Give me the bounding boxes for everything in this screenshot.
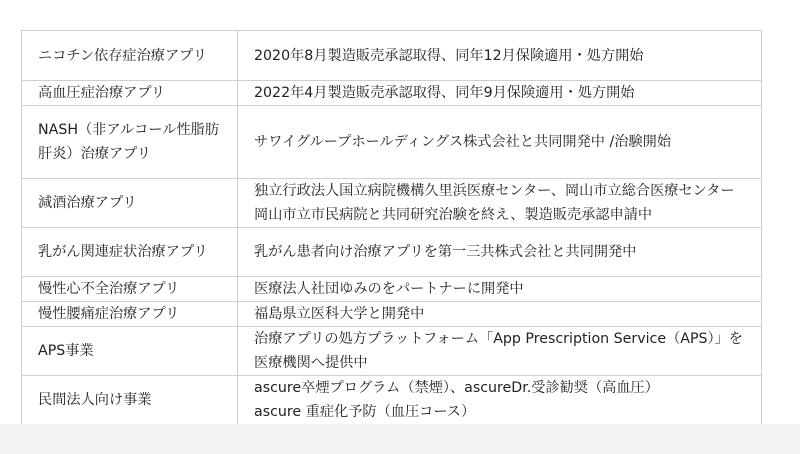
- table-row: [22, 376, 762, 425]
- product-name-cell: 減酒治療アプリ: [22, 179, 238, 228]
- product-name-cell: 慢性心不全治療アプリ: [22, 277, 238, 302]
- table-row: [22, 277, 762, 302]
- status-cell: 医療法人社団ゆみのをパートナーに開発中: [238, 277, 762, 302]
- product-name-cell: ニコチン依存症治療アプリ: [22, 31, 238, 81]
- product-name-cell: NASH（非アルコール性脂肪肝炎）治療アプリ: [22, 106, 238, 179]
- status-cell: 独立行政法人国立病院機構久里浜医療センター、岡山市立総合医療センター 岡山市立市民病院と共同研究治験を終え、製造販売承認申請中: [238, 179, 762, 228]
- status-cell: サワイグループホールディングス株式会社と共同開発中 /治験開始: [238, 106, 762, 179]
- status-line: ascure 重症化予防（血圧コース）: [254, 404, 476, 420]
- status-cell: 乳がん患者向け治療アプリを第一三共株式会社と共同開発中: [238, 228, 762, 277]
- table-row: [22, 228, 762, 277]
- table-row: [22, 106, 762, 179]
- status-cell: 2020年8月製造販売承認取得、同年12月保険適用・処方開始: [238, 31, 762, 81]
- status-cell: [238, 376, 762, 425]
- table-row: [22, 327, 762, 376]
- product-name-cell: 乳がん関連症状治療アプリ: [22, 228, 238, 277]
- table-row: [22, 179, 762, 228]
- status-cell: 2022年4月製造販売承認取得、同年9月保険適用・処方開始: [238, 81, 762, 106]
- product-name-cell: 高血圧症治療アプリ: [22, 81, 238, 106]
- page-footer-band: [0, 424, 800, 454]
- status-line: ascure卒煙プログラム（禁煙）、ascureDr.受診勧奨（高血圧）: [254, 380, 659, 396]
- table-row: [22, 81, 762, 106]
- status-cell: 福島県立医科大学と開発中: [238, 302, 762, 327]
- product-name-cell: 民間法人向け事業: [22, 376, 238, 425]
- product-name-cell: APS事業: [22, 327, 238, 376]
- pipeline-table: [21, 30, 762, 425]
- product-name-cell: 慢性腰痛症治療アプリ: [22, 302, 238, 327]
- table-row: [22, 31, 762, 81]
- status-cell: 治療アプリの処方プラットフォーム「App Prescription Service（APS）」を医療機関へ提供中: [238, 327, 762, 376]
- table-row: [22, 302, 762, 327]
